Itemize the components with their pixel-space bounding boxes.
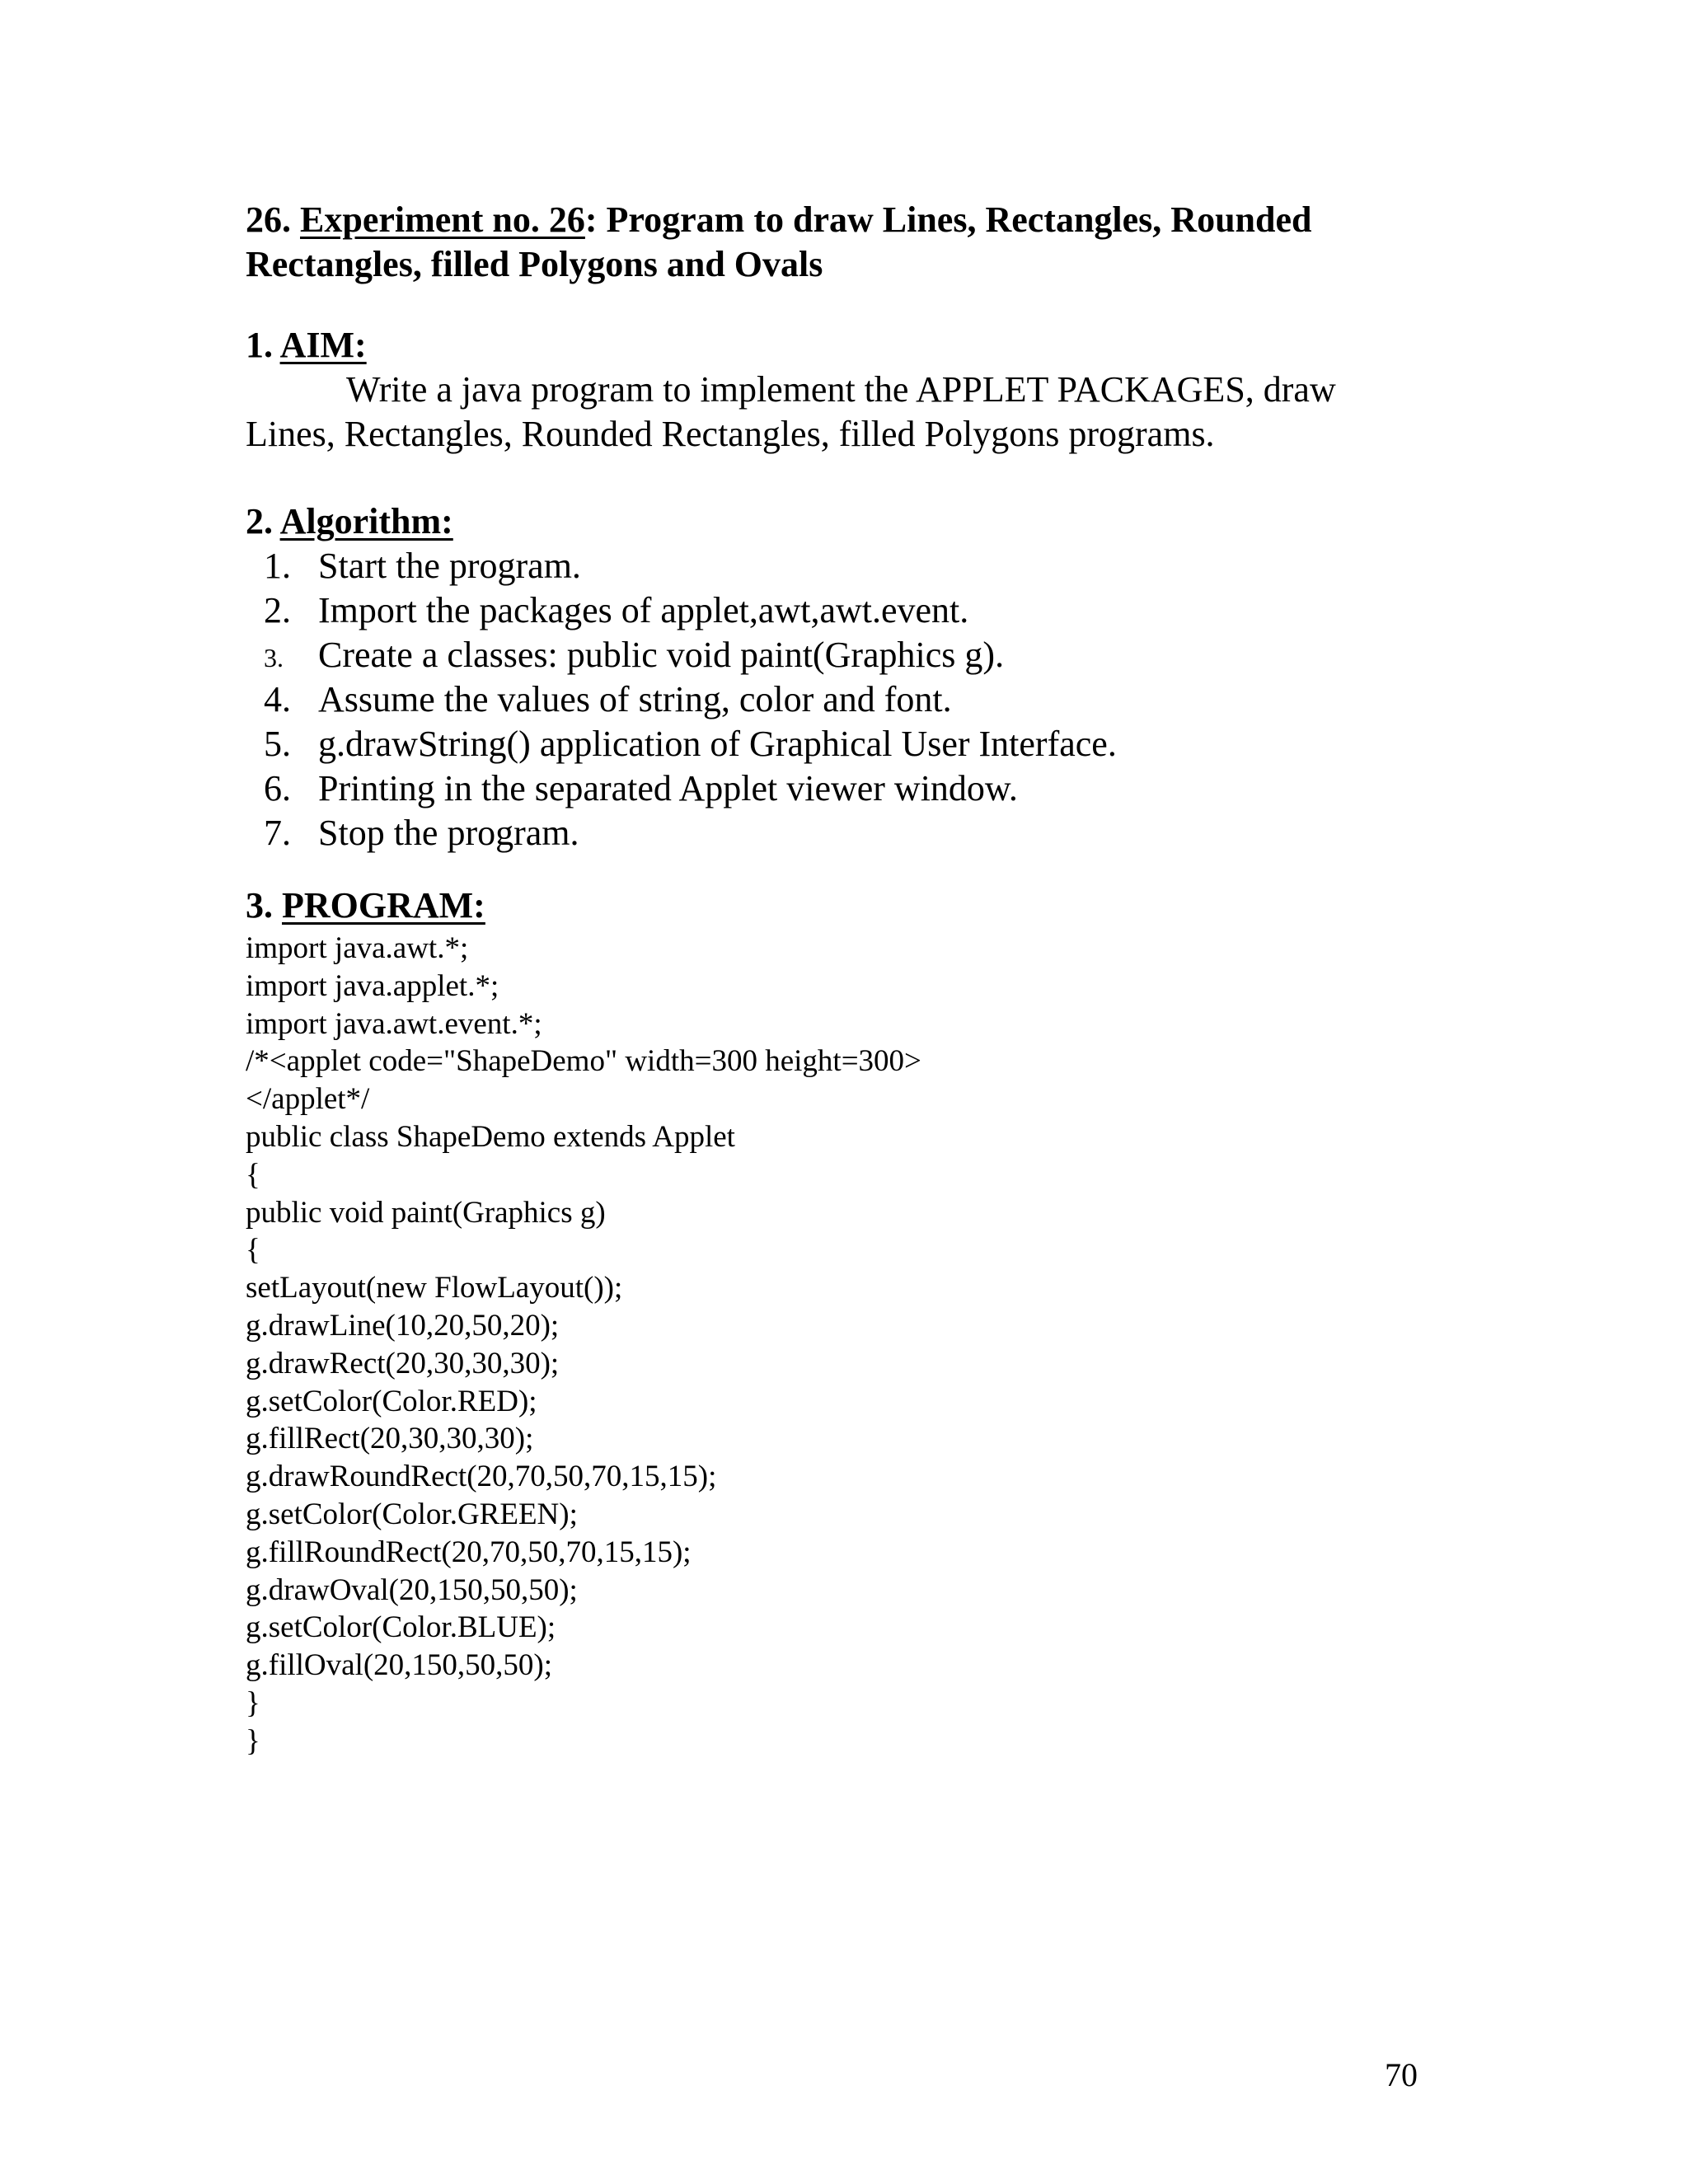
page-number: 70 <box>1385 2056 1418 2093</box>
step-number: 5. <box>264 724 291 764</box>
step-text: Stop the program. <box>318 813 579 853</box>
program-heading <box>246 883 485 928</box>
algorithm-step <box>264 766 1117 811</box>
aim-heading-number: 1. <box>246 325 273 365</box>
algorithm-heading <box>246 499 453 544</box>
code-line: g.fillRoundRect(20,70,50,70,15,15); <box>246 1535 692 1569</box>
title-number: 26. <box>246 199 291 240</box>
code-line: g.drawRect(20,30,30,30); <box>246 1346 560 1380</box>
title-rest: : Program to draw Lines, Rectangles, Rounded <box>584 199 1312 240</box>
aim-paragraph <box>246 368 1449 457</box>
algorithm-steps <box>264 544 1117 855</box>
algorithm-heading-label: Algorithm: <box>279 501 453 541</box>
code-line: import java.awt.event.*; <box>246 1006 542 1041</box>
aim-line-2: Lines, Rectangles, Rounded Rectangles, filled Polygons programs. <box>246 414 1215 454</box>
aim-line-1: Write a java program to implement the APPLET PACKAGES, draw <box>346 369 1336 410</box>
title-line-2: Rectangles, filled Polygons and Ovals <box>246 244 823 284</box>
program-heading-label: PROGRAM: <box>282 885 485 926</box>
code-line: g.drawOval(20,150,50,50); <box>246 1572 578 1607</box>
algorithm-step <box>264 811 1117 855</box>
step-number: 7. <box>264 813 291 853</box>
code-line: } <box>246 1723 260 1758</box>
algorithm-step <box>264 633 1117 677</box>
aim-heading <box>246 323 367 368</box>
code-line: import java.awt.*; <box>246 931 469 965</box>
code-line: g.drawLine(10,20,50,20); <box>246 1308 560 1343</box>
step-text: Printing in the separated Applet viewer window. <box>318 768 1018 808</box>
title-line-1 <box>246 198 1482 242</box>
program-code <box>246 930 921 1760</box>
step-text: Assume the values of string, color and font. <box>318 679 952 719</box>
code-line: g.fillOval(20,150,50,50); <box>246 1648 553 1683</box>
step-number: 1. <box>264 546 291 586</box>
title-experiment-label: Experiment no. 26 <box>300 199 585 240</box>
step-text: Import the packages of applet,awt,awt.event. <box>318 590 969 630</box>
code-line: /*<applet code="ShapeDemo" width=300 height=300> <box>246 1044 921 1079</box>
code-line: public class ShapeDemo extends Applet <box>246 1119 735 1154</box>
code-line: { <box>246 1233 260 1268</box>
step-text: Create a classes: public void paint(Graphics g). <box>318 635 1005 675</box>
code-line: g.setColor(Color.RED); <box>246 1384 537 1418</box>
code-line: public void paint(Graphics g) <box>246 1195 606 1230</box>
program-heading-number: 3. <box>246 885 273 926</box>
code-line: } <box>246 1685 260 1720</box>
step-number: 3. <box>264 643 284 673</box>
code-line: g.setColor(Color.BLUE); <box>246 1610 556 1645</box>
code-line: g.fillRect(20,30,30,30); <box>246 1422 534 1456</box>
step-number: 6. <box>264 768 291 808</box>
code-line: { <box>246 1157 260 1192</box>
code-line: setLayout(new FlowLayout()); <box>246 1271 623 1305</box>
algorithm-step <box>264 722 1117 766</box>
algorithm-step <box>264 677 1117 722</box>
aim-heading-label: AIM: <box>279 325 367 365</box>
step-text: Start the program. <box>318 546 581 586</box>
algorithm-heading-number: 2. <box>246 501 273 541</box>
step-number: 2. <box>264 590 291 630</box>
code-line: g.drawRoundRect(20,70,50,70,15,15); <box>246 1460 717 1494</box>
page-title <box>246 198 1482 287</box>
code-line: </applet*/ <box>246 1082 370 1117</box>
step-text: g.drawString() application of Graphical User Interface. <box>318 724 1117 764</box>
step-number: 4. <box>264 679 291 719</box>
code-line: import java.applet.*; <box>246 968 499 1003</box>
algorithm-step <box>264 544 1117 588</box>
algorithm-step <box>264 588 1117 633</box>
code-line: g.setColor(Color.GREEN); <box>246 1497 578 1531</box>
